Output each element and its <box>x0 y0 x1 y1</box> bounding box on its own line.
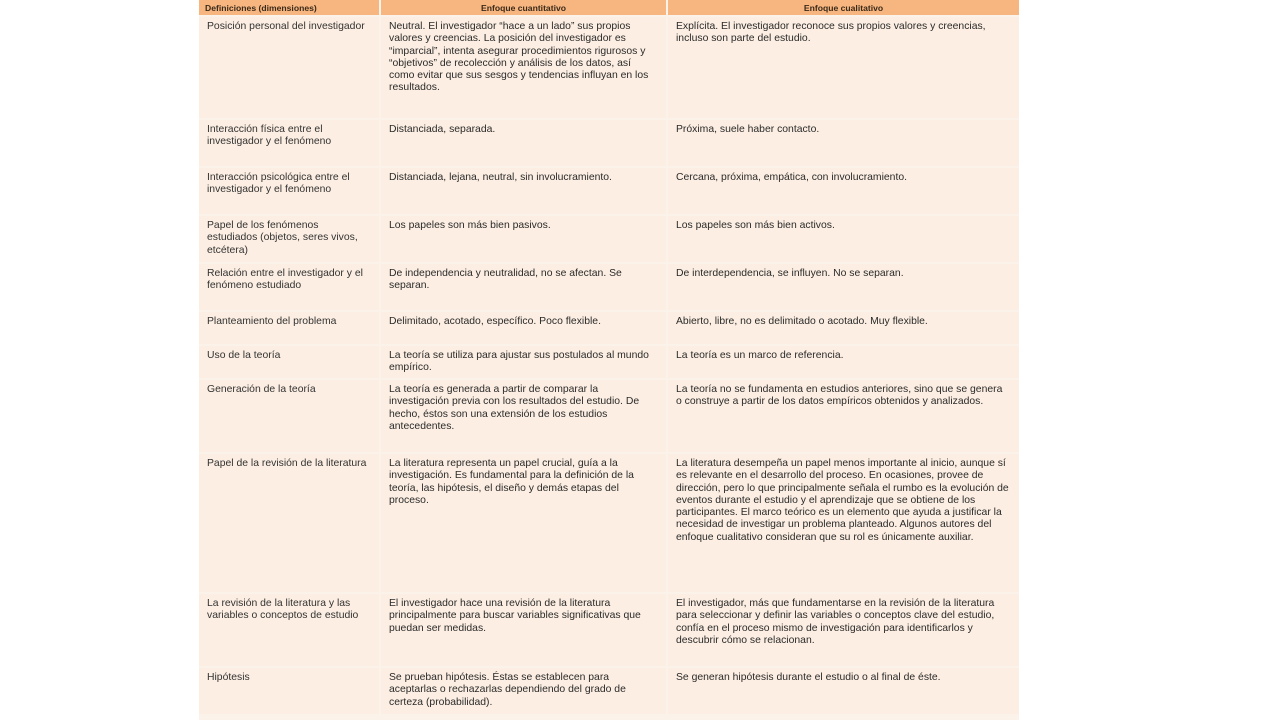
dimension-cell: Posición personal del investigador <box>199 17 379 118</box>
comparison-table <box>199 0 1019 716</box>
qualitative-cell: De interdependencia, se influyen. No se separan. <box>668 264 1019 310</box>
table-row <box>199 312 1019 344</box>
table-row <box>199 120 1019 166</box>
header-quantitative: Enfoque cuantitativo <box>381 0 666 15</box>
quantitative-cell: Neutral. El investigador “hace a un lado” sus propios valores y creencias. La posición del investigador es “imparcial”, intenta asegurar procedimientos rigurosos y “objetivos” de recolección y análisis de los datos, así como evitar que sus sesgos y tendencias influyan en los resultados. <box>381 17 666 118</box>
table-row <box>199 380 1019 452</box>
quantitative-cell: Distanciada, lejana, neutral, sin involucramiento. <box>381 168 666 214</box>
qualitative-cell: Abierto, libre, no es delimitado o acotado. Muy flexible. <box>668 312 1019 344</box>
table-row <box>199 216 1019 262</box>
quantitative-cell: Se prueban hipótesis. Éstas se establecen para aceptarlas o rechazarlas dependiendo del grado de certeza (probabilidad). <box>381 668 666 714</box>
dimension-cell: Uso de la teoría <box>199 346 379 378</box>
quantitative-cell: La literatura representa un papel crucial, guía a la investigación. Es fundamental para la definición de la teoría, las hipótesis, el diseño y demás etapas del proceso. <box>381 454 666 592</box>
dimension-cell: Generación de la teoría <box>199 380 379 452</box>
dimension-cell: Relación entre el investigador y el fenómeno estudiado <box>199 264 379 310</box>
qualitative-cell: La teoría no se fundamenta en estudios anteriores, sino que se genera o construye a partir de los datos empíricos obtenidos y analizados. <box>668 380 1019 452</box>
dimension-cell: Papel de la revisión de la literatura <box>199 454 379 592</box>
quantitative-cell: De independencia y neutralidad, no se afectan. Se separan. <box>381 264 666 310</box>
dimension-cell: Hipótesis <box>199 668 379 714</box>
table-row <box>199 168 1019 214</box>
table-row <box>199 346 1019 378</box>
quantitative-cell: El investigador hace una revisión de la literatura principalmente para buscar variables significativas que puedan ser medidas. <box>381 594 666 666</box>
quantitative-cell: Los papeles son más bien pasivos. <box>381 216 666 262</box>
dimension-cell: Interacción física entre el investigador y el fenómeno <box>199 120 379 166</box>
qualitative-cell: Cercana, próxima, empática, con involucramiento. <box>668 168 1019 214</box>
header-dimensions: Definiciones (dimensiones) <box>199 0 379 15</box>
table-row <box>199 17 1019 118</box>
dimension-cell: La revisión de la literatura y las variables o conceptos de estudio <box>199 594 379 666</box>
table-row <box>199 594 1019 666</box>
dimension-cell: Interacción psicológica entre el investigador y el fenómeno <box>199 168 379 214</box>
qualitative-cell: Los papeles son más bien activos. <box>668 216 1019 262</box>
dimension-cell: Planteamiento del problema <box>199 312 379 344</box>
table-row <box>199 264 1019 310</box>
qualitative-cell: La teoría es un marco de referencia. <box>668 346 1019 378</box>
qualitative-cell: El investigador, más que fundamentarse en la revisión de la literatura para seleccionar y definir las variables o conceptos clave del estudio, confía en el proceso mismo de investigación para identificarlos y descubrir cómo se relacionan. <box>668 594 1019 666</box>
header-qualitative: Enfoque cualitativo <box>668 0 1019 15</box>
qualitative-cell: Explícita. El investigador reconoce sus propios valores y creencias, incluso son parte del estudio. <box>668 17 1019 118</box>
qualitative-cell: Próxima, suele haber contacto. <box>668 120 1019 166</box>
table-header-row <box>199 0 1019 15</box>
dimension-cell: Papel de los fenómenos estudiados (objetos, seres vivos, etcétera) <box>199 216 379 262</box>
quantitative-cell: La teoría se utiliza para ajustar sus postulados al mundo empírico. <box>381 346 666 378</box>
quantitative-cell: La teoría es generada a partir de comparar la investigación previa con los resultados del estudio. De hecho, éstos son una extensión de los estudios antecedentes. <box>381 380 666 452</box>
quantitative-cell: Delimitado, acotado, específico. Poco flexible. <box>381 312 666 344</box>
table-row <box>199 454 1019 592</box>
qualitative-cell: Se generan hipótesis durante el estudio o al final de éste. <box>668 668 1019 714</box>
qualitative-cell: La literatura desempeña un papel menos importante al inicio, aunque sí es relevante en el desarrollo del proceso. En ocasiones, provee de dirección, pero lo que principalmente señala el rumbo es la evolución de eventos durante el estudio y el aprendizaje que se obtiene de los participantes. El marco teórico es un elemento que ayuda a justificar la necesidad de investigar un problema planteado. Algunos autores del enfoque cualitativo consideran que su rol es únicamente auxiliar. <box>668 454 1019 592</box>
quantitative-cell: Distanciada, separada. <box>381 120 666 166</box>
table-row <box>199 668 1019 714</box>
comparison-table-page <box>199 0 1019 720</box>
